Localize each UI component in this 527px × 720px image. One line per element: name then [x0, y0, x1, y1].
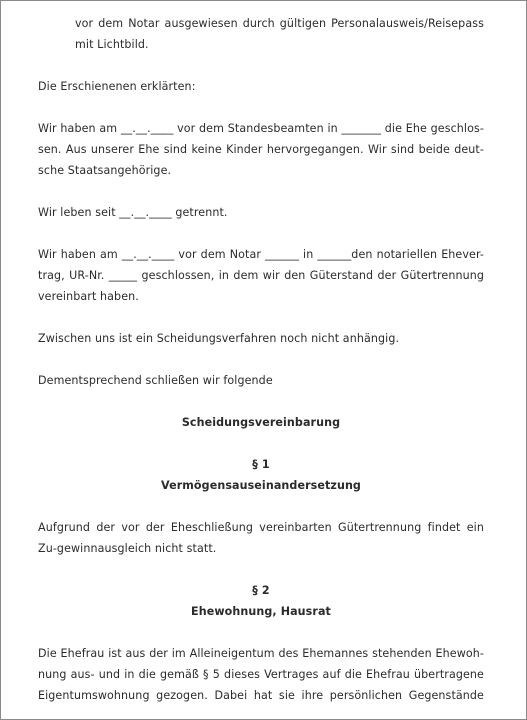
document-body — [38, 13, 484, 720]
identification-paragraph — [38, 13, 484, 55]
section-2-number: § 2 — [252, 584, 270, 597]
marriage-contract-paragraph: Wir haben am __.__.____ vor dem Notar ______ in ______den notariellen Ehever-trag, UR-Nr. _____ geschlossen, in dem wir den Güterstand der Gütertrennung vereinbart haben. — [38, 248, 484, 303]
marriage-paragraph: Wir haben am __.__.____ vor dem Standesbeamten in _______ die Ehe geschlos-sen. Aus unserer Ehe sind keine Kinder hervorgegangen. Wir sind beide deut-sche Staatsangehörige. — [38, 122, 484, 177]
section-1-number: § 1 — [252, 458, 270, 471]
section-1-text: Aufgrund der vor der Eheschließung vereinbarten Gütertrennung findet ein Zu-gewinnausgleich nicht statt. — [38, 521, 484, 555]
declaration-intro: Die Erschienenen erklärten: — [38, 80, 196, 93]
section-1-title: Vermögensauseinandersetzung — [161, 479, 361, 492]
identification-line-1: vor dem Notar ausgewiesen durch gültigen Personalausweis/Reisepass — [75, 17, 484, 30]
section-2-title: Ehewohnung, Hausrat — [191, 605, 331, 618]
agreement-title: Scheidungsvereinbarung — [181, 416, 341, 429]
divorce-status-paragraph: Zwischen uns ist ein Scheidungsverfahren noch nicht anhängig. — [38, 332, 400, 345]
identification-line-2: mit Lichtbild. — [75, 38, 149, 51]
separation-paragraph: Wir leben seit __.__.____ getrennt. — [38, 206, 228, 219]
section-2-text: Die Ehefrau ist aus der im Alleineigentum des Ehemannes stehenden Ehewoh-nung aus- und in die gemäß § 5 dieses Vertrages auf die Ehefrau übertragene Eigentumswohnung gezogen. Dabei hat sie ihre persönlichen Gegenstände — [38, 647, 484, 702]
agreement-intro: Dementsprechend schließen wir folgende — [38, 374, 273, 387]
